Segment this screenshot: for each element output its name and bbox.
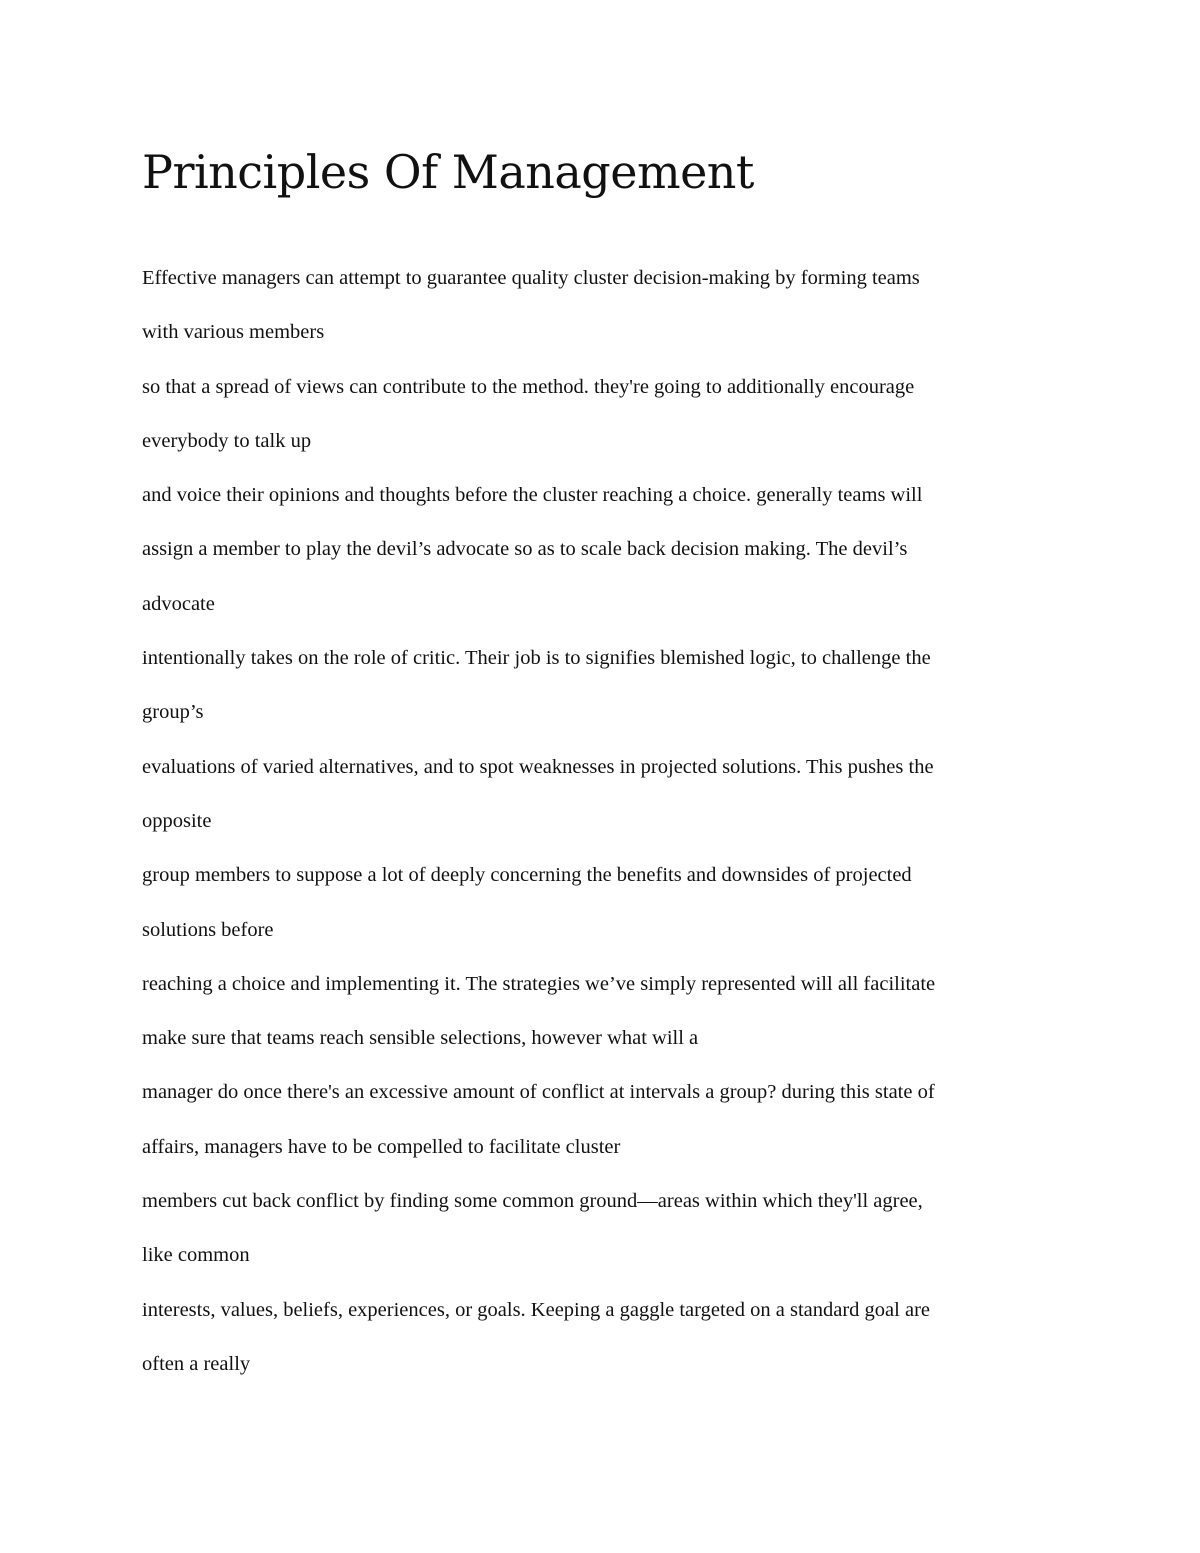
body-line: so that a spread of views can contribute to the method. they're going to additionally encourage bbox=[142, 375, 915, 398]
body-line: and voice their opinions and thoughts before the cluster reaching a choice. generally teams will bbox=[142, 484, 923, 507]
document-title: Principles Of Management bbox=[142, 145, 754, 199]
body-line: assign a member to play the devil’s advocate so as to scale back decision making. The devil’s bbox=[142, 538, 908, 561]
body-line: make sure that teams reach sensible selections, however what will a bbox=[142, 1027, 699, 1050]
body-line: advocate bbox=[142, 592, 215, 615]
body-line: members cut back conflict by finding some common ground—areas within which they'll agree, bbox=[142, 1190, 923, 1213]
body-line: intentionally takes on the role of critic. Their job is to signifies blemished logic, to challenge the bbox=[142, 647, 931, 670]
body-line: manager do once there's an excessive amount of conflict at intervals a group? during this state of bbox=[142, 1081, 935, 1104]
body-line: interests, values, beliefs, experiences, or goals. Keeping a gaggle targeted on a standard goal are bbox=[142, 1298, 930, 1321]
document-body bbox=[142, 251, 1072, 1391]
body-line: like common bbox=[142, 1244, 250, 1267]
body-line: solutions before bbox=[142, 918, 274, 941]
body-line: Effective managers can attempt to guarantee quality cluster decision-making by forming teams bbox=[142, 267, 920, 289]
body-line: often a really bbox=[142, 1352, 251, 1375]
body-line: affairs, managers have to be compelled to facilitate cluster bbox=[142, 1135, 621, 1158]
body-line: evaluations of varied alternatives, and to spot weaknesses in projected solutions. This pushes the bbox=[142, 755, 934, 778]
body-line: everybody to talk up bbox=[142, 429, 312, 452]
body-line: group members to suppose a lot of deeply concerning the benefits and downsides of projected bbox=[142, 864, 912, 887]
body-line: reaching a choice and implementing it. The strategies we’ve simply represented will all facilitate bbox=[142, 972, 936, 995]
body-line: with various members bbox=[142, 321, 325, 344]
body-line: opposite bbox=[142, 809, 212, 832]
body-line: group’s bbox=[142, 701, 204, 724]
